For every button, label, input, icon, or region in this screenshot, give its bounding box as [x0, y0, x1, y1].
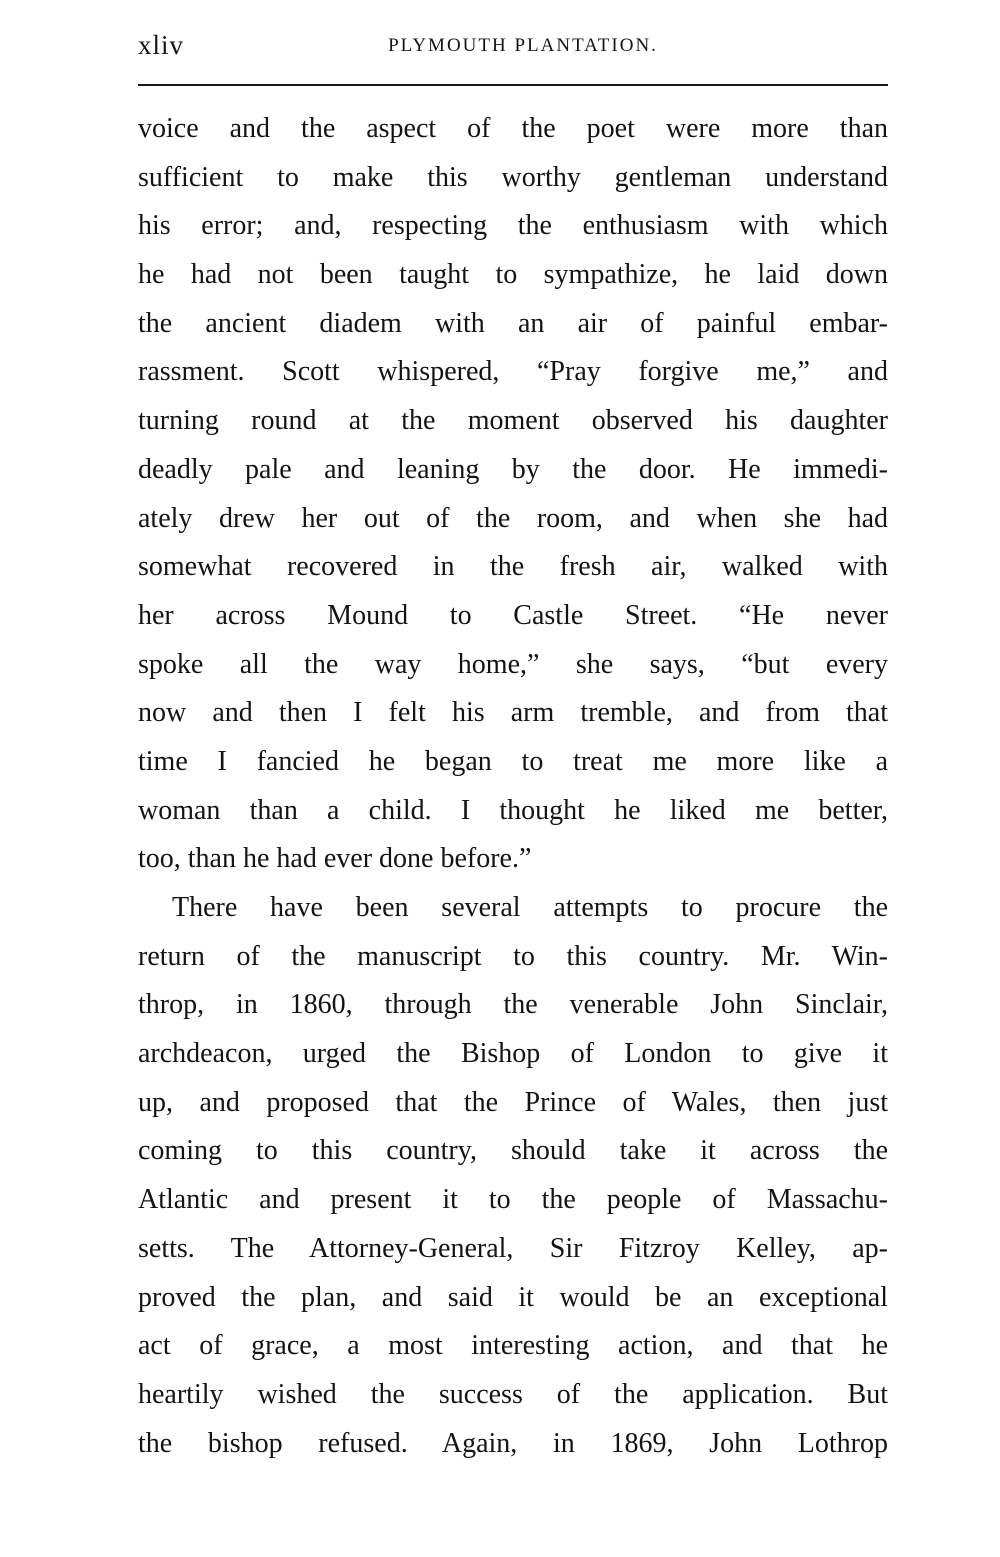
text-line: act of grace, a most interesting action, and that he	[138, 1330, 888, 1362]
body-text	[138, 105, 888, 1468]
text-line: woman than a child. I thought he liked me better,	[138, 794, 888, 826]
text-line: somewhat recovered in the fresh air, walked with	[138, 551, 888, 583]
text-line: the ancient diadem with an air of painful embar-	[138, 307, 888, 339]
paragraph-end-line: too, than he had ever done before.”	[138, 843, 532, 875]
text-line: the bishop refused. Again, in 1869, John Lothrop	[138, 1427, 888, 1459]
text-line: sufficient to make this worthy gentleman understand	[138, 161, 888, 193]
page-header	[138, 26, 888, 66]
text-line: her across Mound to Castle Street. “He never	[138, 599, 888, 631]
header-rule	[138, 84, 888, 86]
text-line: turning round at the moment observed his daughter	[138, 405, 888, 437]
text-line: time I fancied he began to treat me more like a	[138, 745, 888, 777]
text-line: deadly pale and leaning by the door. He immedi-	[138, 453, 888, 485]
text-line: throp, in 1860, through the venerable John Sinclair,	[138, 989, 888, 1021]
text-line: now and then I felt his arm tremble, and from that	[138, 697, 888, 729]
text-line: archdeacon, urged the Bishop of London to give it	[138, 1038, 888, 1070]
text-line: coming to this country, should take it across the	[138, 1135, 888, 1167]
text-line: setts. The Attorney-General, Sir Fitzroy Kelley, ap-	[138, 1232, 888, 1264]
text-line: he had not been taught to sympathize, he laid down	[138, 259, 888, 291]
paragraph-start-line: There have been several attempts to procure the	[172, 892, 888, 923]
text-line: voice and the aspect of the poet were more than	[138, 113, 888, 144]
text-line: up, and proposed that the Prince of Wales, then just	[138, 1086, 888, 1118]
text-line: proved the plan, and said it would be an exceptional	[138, 1281, 888, 1313]
text-line: ately drew her out of the room, and when she had	[138, 502, 888, 534]
running-head: PLYMOUTH PLANTATION.	[388, 35, 658, 56]
text-line: heartily wished the success of the application. But	[138, 1378, 888, 1410]
text-line: his error; and, respecting the enthusiasm with which	[138, 210, 888, 242]
text-line: rassment. Scott whispered, “Pray forgive me,” and	[138, 356, 888, 388]
text-line: return of the manuscript to this country. Mr. Win-	[138, 940, 888, 972]
text-line: Atlantic and present it to the people of Massachu-	[138, 1184, 888, 1216]
text-line: spoke all the way home,” she says, “but every	[138, 648, 888, 680]
page-number: xliv	[138, 30, 185, 60]
